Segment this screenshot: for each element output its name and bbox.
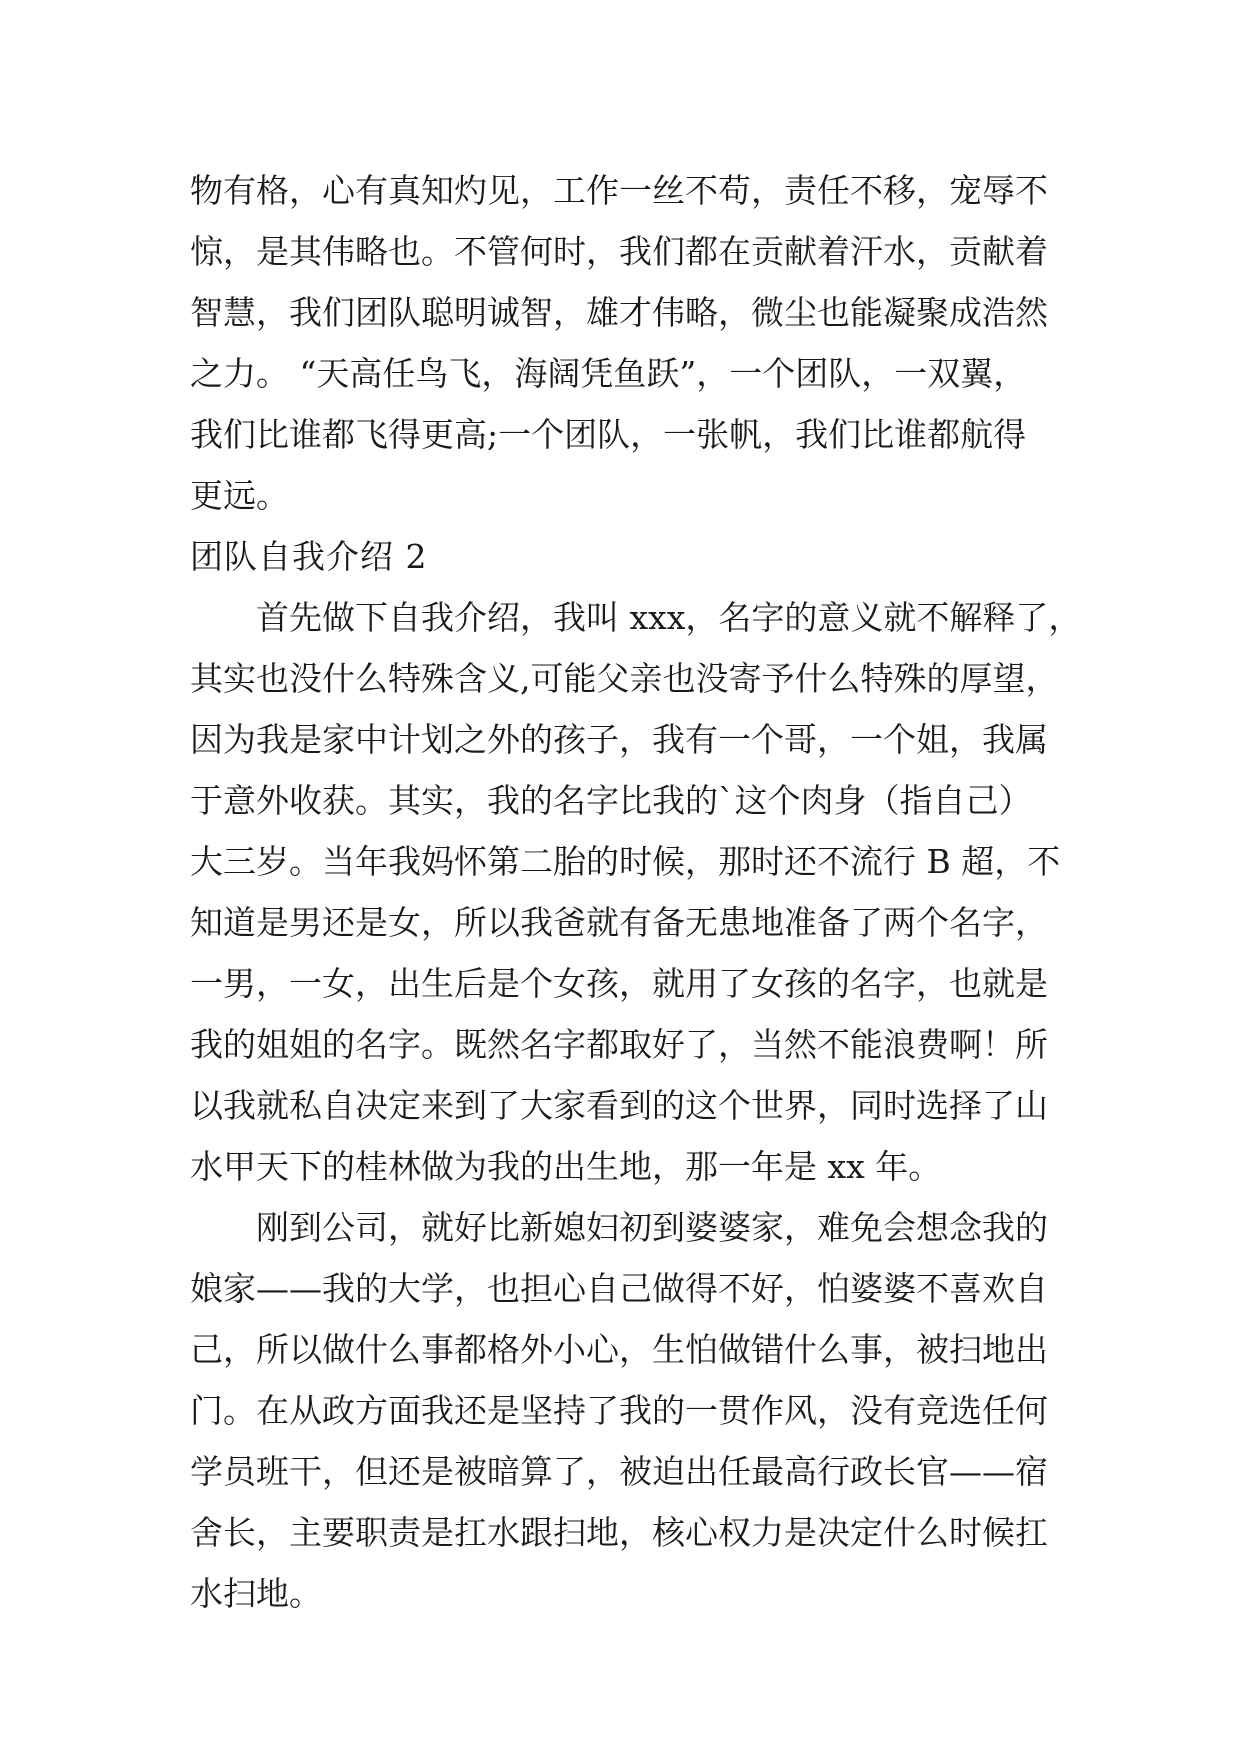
section-heading: 团队自我介绍 2 — [190, 537, 428, 576]
text-line: 惊，是其伟略也。不管何时，我们都在贡献着汗水，贡献着 — [190, 232, 1048, 271]
text-line: 之力。 “天高任鸟飞，海阔凭鱼跃”，一个团队，一双翼， — [190, 354, 1027, 393]
text-line: 物有格，心有真知灼见，工作一丝不苟，责任不移，宠辱不 — [190, 171, 1048, 210]
text-line: 水扫地。 — [190, 1574, 322, 1613]
text-line: 首先做下自我介绍，我叫 xxx，名字的意义就不解释了， — [256, 598, 1082, 637]
text-line: 一男，一女，出生后是个女孩，就用了女孩的名字，也就是 — [190, 964, 1048, 1003]
paragraph-intro — [190, 587, 1082, 1197]
text-line: 大三岁。当年我妈怀第二胎的时候，那时还不流行 B 超，不 — [190, 842, 1061, 881]
document-body — [190, 160, 1082, 1624]
text-line: 智慧，我们团队聪明诚智，雄才伟略，微尘也能凝聚成浩然 — [190, 293, 1048, 332]
text-line: 于意外收获。其实，我的名字比我的`这个肉身（指自己） — [190, 781, 1032, 820]
text-line: 己，所以做什么事都格外小心，生怕做错什么事，被扫地出 — [190, 1330, 1048, 1369]
text-line: 我的姐姐的名字。既然名字都取好了，当然不能浪费啊！所 — [190, 1025, 1048, 1064]
text-line: 更远。 — [190, 476, 289, 515]
continuation-paragraph — [190, 160, 1060, 526]
text-line: 门。在从政方面我还是坚持了我的一贯作风，没有竞选任何 — [190, 1391, 1048, 1430]
text-line: 知道是男还是女，所以我爸就有备无患地准备了两个名字， — [190, 903, 1048, 942]
text-line: 娘家——我的大学，也担心自己做得不好，怕婆婆不喜欢自 — [190, 1269, 1048, 1308]
text-line: 我们比谁都飞得更高;一个团队，一张帆，我们比谁都航得 — [190, 415, 1027, 454]
text-line: 以我就私自决定来到了大家看到的这个世界，同时选择了山 — [190, 1086, 1048, 1125]
text-line: 学员班干，但还是被暗算了，被迫出任最高行政长官——宿 — [190, 1452, 1048, 1491]
text-line: 因为我是家中计划之外的孩子，我有一个哥，一个姐，我属 — [190, 720, 1048, 759]
text-line: 舍长，主要职责是扛水跟扫地，核心权力是决定什么时候扛 — [190, 1513, 1048, 1552]
text-line: 其实也没什么特殊含义,可能父亲也没寄予什么特殊的厚望， — [190, 659, 1059, 698]
paragraph-company — [190, 1197, 1060, 1624]
text-line: 刚到公司，就好比新媳妇初到婆婆家，难免会想念我的 — [256, 1208, 1048, 1247]
text-line: 水甲天下的桂林做为我的出生地，那一年是 xx 年。 — [190, 1147, 942, 1186]
